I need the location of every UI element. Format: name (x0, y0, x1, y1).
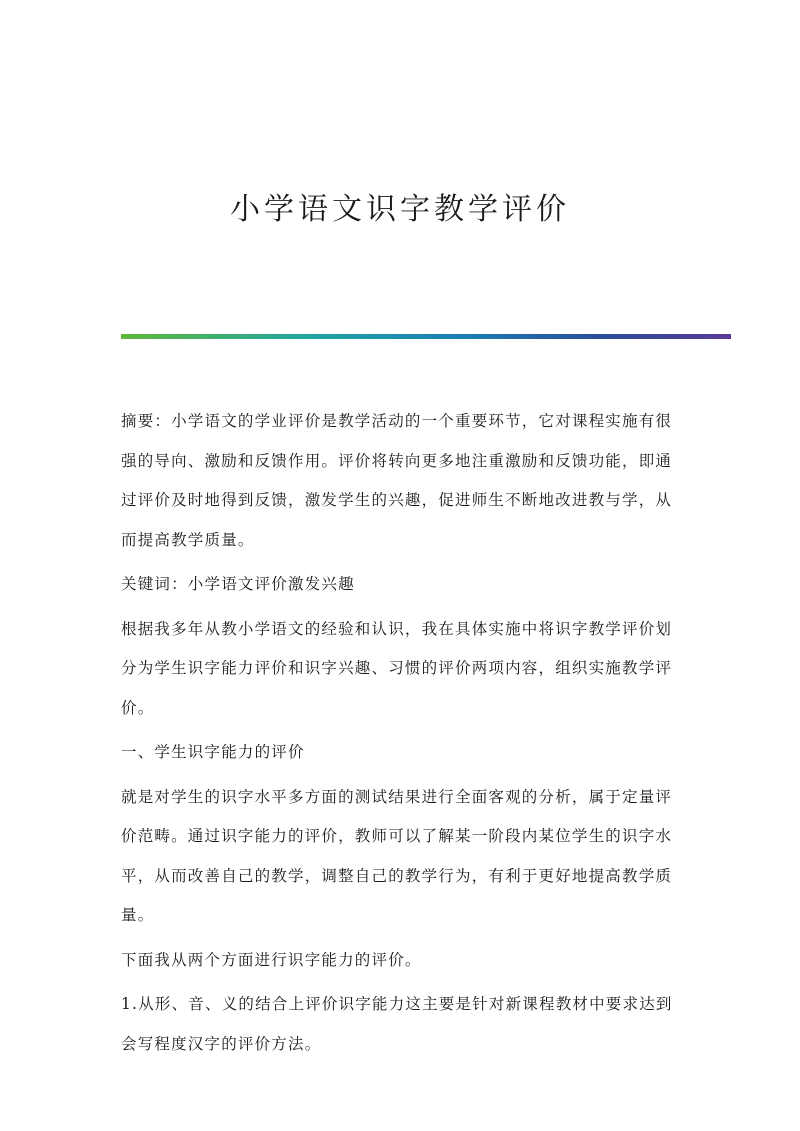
numbered-item: 1.从形、音、义的结合上评价识字能力这主要是针对新课程教材中要求达到会写程度汉字的评价方法。 (121, 995, 673, 1053)
document-title: 小学语文识字教学评价 (230, 192, 570, 227)
title-divider (121, 334, 731, 339)
intro-paragraph: 根据我多年从教小学语文的经验和认识，我在具体实施中将识字教学评价划分为学生识字能力评价和识字兴趣、习惯的评价两项内容，组织实施教学评价。 (121, 619, 673, 717)
section-paragraph: 就是对学生的识字水平多方面的测试结果进行全面客观的分析，属于定量评价范畴。通过识字能力的评价，教师可以了解某一阶段内某位学生的识字水平，从而改善自己的教学，调整自己的教学行为，有利于更好地提高教学质量。 (121, 787, 673, 924)
section-heading: 一、学生识字能力的评价 (121, 743, 305, 761)
section-paragraph: 下面我从两个方面进行识字能力的评价。 (121, 950, 422, 969)
keywords-line: 关键词：小学语文评价激发兴趣 (121, 575, 355, 593)
document-body (121, 402, 681, 1069)
abstract-paragraph: 摘要：小学语文的学业评价是教学活动的一个重要环节，它对课程实施有很强的导向、激励和反馈作用。评价将转向更多地注重激励和反馈功能，即通过评价及时地得到反馈，激发学生的兴趣，促进师生不断地改进教与学，从而提高教学质量。 (121, 412, 673, 549)
